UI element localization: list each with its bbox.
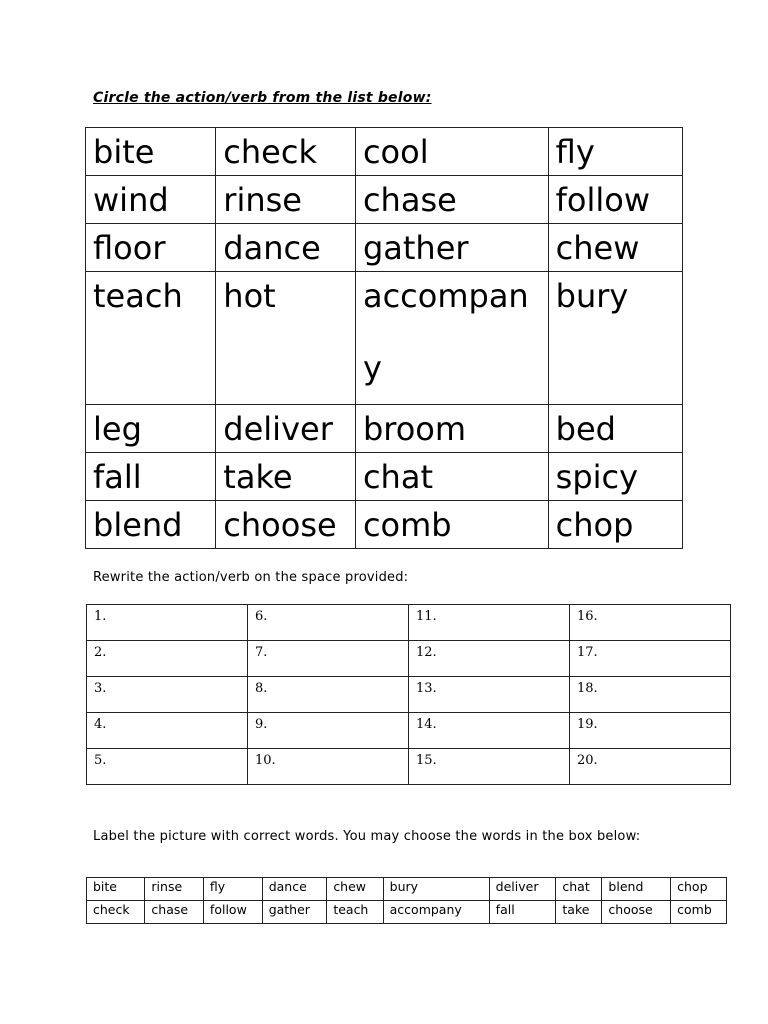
answer-cell[interactable]: 10. (248, 749, 409, 785)
word-box-cell: accompany (383, 901, 489, 924)
answer-cell[interactable]: 19. (570, 713, 731, 749)
answer-grid (86, 604, 731, 785)
word-cell[interactable]: fly (548, 128, 682, 176)
word-box-cell: dance (262, 878, 327, 901)
word-box-cell: blend (602, 878, 671, 901)
word-cell[interactable]: rinse (216, 176, 356, 224)
word-box-cell: chop (671, 878, 727, 901)
word-cell[interactable]: bite (86, 128, 216, 176)
word-box-row (87, 878, 727, 901)
word-box-cell: chase (145, 901, 204, 924)
word-grid-row (86, 176, 683, 224)
answer-cell[interactable]: 14. (409, 713, 570, 749)
answer-cell[interactable]: 2. (87, 641, 248, 677)
word-box-cell: chat (556, 878, 602, 901)
answer-cell[interactable]: 1. (87, 605, 248, 641)
word-box-cell: bite (87, 878, 145, 901)
word-cell[interactable]: take (216, 453, 356, 501)
word-cell[interactable]: bury (548, 272, 682, 405)
word-cell[interactable]: blend (86, 501, 216, 549)
word-cell[interactable]: chat (355, 453, 548, 501)
word-cell[interactable]: teach (86, 272, 216, 405)
word-grid-row (86, 272, 683, 405)
word-grid-row (86, 501, 683, 549)
answer-row (87, 641, 731, 677)
word-box-cell: bury (383, 878, 489, 901)
word-cell[interactable]: hot (216, 272, 356, 405)
word-cell[interactable]: bed (548, 405, 682, 453)
answer-cell[interactable]: 7. (248, 641, 409, 677)
word-box-cell: rinse (145, 878, 204, 901)
word-box (86, 877, 727, 924)
word-box-cell: fall (489, 901, 556, 924)
word-box-cell: teach (327, 901, 383, 924)
word-box-cell: deliver (489, 878, 556, 901)
word-cell[interactable]: spicy (548, 453, 682, 501)
word-cell[interactable]: check (216, 128, 356, 176)
word-cell[interactable]: broom (355, 405, 548, 453)
word-grid-row (86, 128, 683, 176)
word-cell[interactable]: chase (355, 176, 548, 224)
answer-cell[interactable]: 9. (248, 713, 409, 749)
word-cell[interactable]: comb (355, 501, 548, 549)
word-cell[interactable] (355, 272, 548, 405)
word-cell[interactable]: fall (86, 453, 216, 501)
answer-row (87, 605, 731, 641)
word-cell[interactable]: leg (86, 405, 216, 453)
word-cell[interactable]: choose (216, 501, 356, 549)
word-cell[interactable]: floor (86, 224, 216, 272)
word-cell[interactable]: follow (548, 176, 682, 224)
word-box-cell: check (87, 901, 145, 924)
answer-cell[interactable]: 8. (248, 677, 409, 713)
word-box-row (87, 901, 727, 924)
word-box-cell: comb (671, 901, 727, 924)
verb-word-grid (85, 127, 683, 549)
answer-row (87, 713, 731, 749)
word-grid-row (86, 405, 683, 453)
answer-cell[interactable]: 3. (87, 677, 248, 713)
answer-cell[interactable]: 12. (409, 641, 570, 677)
word-box-cell: follow (203, 901, 262, 924)
word-grid-row (86, 453, 683, 501)
label-instruction: Label the picture with correct words. You may choose the words in the box below: (93, 829, 641, 844)
answer-cell[interactable]: 15. (409, 749, 570, 785)
answer-cell[interactable]: 5. (87, 749, 248, 785)
rewrite-instruction: Rewrite the action/verb on the space provided: (93, 570, 409, 585)
answer-cell[interactable]: 4. (87, 713, 248, 749)
word-cell[interactable]: chop (548, 501, 682, 549)
answer-cell[interactable]: 6. (248, 605, 409, 641)
word-cell[interactable]: chew (548, 224, 682, 272)
answer-cell[interactable]: 13. (409, 677, 570, 713)
answer-cell[interactable]: 18. (570, 677, 731, 713)
word-cell[interactable]: deliver (216, 405, 356, 453)
word-cell[interactable]: dance (216, 224, 356, 272)
word-box-cell: fly (203, 878, 262, 901)
word-cell-text: accompany (362, 277, 529, 387)
answer-row (87, 677, 731, 713)
word-box-cell: chew (327, 878, 383, 901)
word-cell[interactable]: gather (355, 224, 548, 272)
answer-row (87, 749, 731, 785)
word-box-cell: take (556, 901, 602, 924)
answer-cell[interactable]: 20. (570, 749, 731, 785)
answer-cell[interactable]: 17. (570, 641, 731, 677)
word-cell[interactable]: cool (355, 128, 548, 176)
word-box-cell: choose (602, 901, 671, 924)
circle-instruction: Circle the action/verb from the list below: (93, 90, 432, 106)
answer-cell[interactable]: 11. (409, 605, 570, 641)
word-cell[interactable]: wind (86, 176, 216, 224)
word-box-cell: gather (262, 901, 327, 924)
answer-cell[interactable]: 16. (570, 605, 731, 641)
